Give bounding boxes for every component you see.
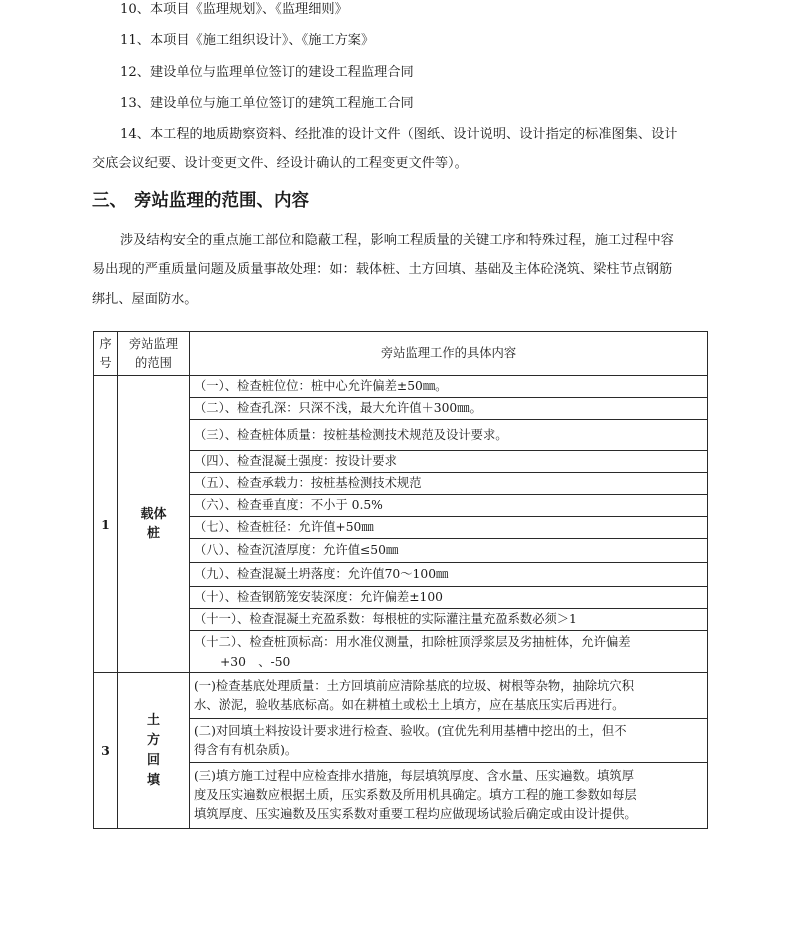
header-content: 旁站监理工作的具体内容 <box>190 332 708 376</box>
pile-item-11: （十一）、检查混凝土充盈系数：每根桩的实际灌注量充盈系数必须＞1 <box>190 609 708 631</box>
intro-line-2: 易出现的严重质量问题及质量事故处理：如：载体桩、土方回填、基础及主体砼浇筑、梁柱节点钢筋 <box>92 262 673 277</box>
pile-item-7: （七）、检查桩径：允许值+50㎜ <box>190 517 708 539</box>
group-no-3: 3 <box>94 673 118 829</box>
table-row <box>94 376 708 398</box>
fill-item-2-line1: (二)对回填土料按设计要求进行检查、验收。(宜优先利用基槽中挖出的土，但不 <box>194 723 627 738</box>
fill-item-1-line2: 水、淤泥，验收基底标高。如在耕植土或松土上填方，应在基底压实后再进行。 <box>194 697 625 712</box>
section-number: 三、 <box>92 191 127 211</box>
pile-item-8: （八）、检查沉渣厚度：允许值≤50㎜ <box>190 539 708 563</box>
header-no-line2: 号 <box>99 355 112 370</box>
fill-item-1 <box>190 673 708 719</box>
header-scope-line1: 旁站监理 <box>128 336 179 351</box>
section-title: 旁站监理的范围、内容 <box>134 191 309 211</box>
list-item-14-continued: 交底会议纪要、设计变更文件、经设计确认的工程变更文件等）。 <box>92 156 468 171</box>
table-row <box>94 673 708 719</box>
pile-item-3: （三）、检查桩体质量：按桩基检测技术规范及设计要求。 <box>190 420 708 451</box>
group-scope-1-line2: 桩 <box>146 526 160 541</box>
fill-item-3-line3: 填筑厚度、压实遍数及压实系数对重要工程均应做现场试验后确定或由设计提供。 <box>194 807 637 821</box>
group-scope-3-char2: 方 <box>146 732 160 748</box>
section-heading <box>92 187 309 212</box>
group-scope-3-char1: 土 <box>146 712 160 728</box>
fill-item-3-line2: 度及压实遍数应根据土质，压实系数及所用机具确定。填方工程的施工参数如每层 <box>194 788 637 802</box>
fill-item-3 <box>190 763 708 829</box>
pile-item-9: （九）、检查混凝土坍落度：允许值70～100㎜ <box>190 563 708 587</box>
list-item-10: 10、本项目《监理规划》、《监理细则》 <box>120 2 348 17</box>
intro-line-1: 涉及结构安全的重点施工部位和隐蔽工程，影响工程质量的关键工序和特殊过程，施工过程中容 <box>120 233 674 248</box>
group-scope-3-char4: 填 <box>146 772 160 788</box>
list-item-11: 11、本项目《施工组织设计》、《施工方案》 <box>120 33 375 48</box>
pile-item-10: （十）、检查钢筋笼安装深度：允许偏差±100 <box>190 587 708 609</box>
fill-item-2-line2: 得含有有机杂质)。 <box>194 742 298 757</box>
list-item-12: 12、建设单位与监理单位签订的建设工程监理合同 <box>120 65 414 80</box>
header-scope <box>118 332 190 376</box>
group-scope-3 <box>118 673 190 829</box>
intro-line-3: 绑扎、屋面防水。 <box>92 292 198 307</box>
group-scope-3-char3: 回 <box>146 752 160 768</box>
pile-item-1: （一）、检查桩位位：桩中心允许偏差±50㎜。 <box>190 376 708 398</box>
pile-item-12 <box>190 631 708 673</box>
table-header-row <box>94 332 708 376</box>
pile-item-4: （四）、检查混凝土强度：按设计要求 <box>190 451 708 473</box>
header-scope-line2: 的范围 <box>135 355 172 370</box>
pile-item-6: （六）、检查垂直度：不小于 0.5% <box>190 495 708 517</box>
group-scope-1 <box>118 376 190 673</box>
pile-item-12-line2: +30 、-50 <box>220 654 291 669</box>
header-no-line1: 序 <box>99 336 112 351</box>
fill-item-1-line1: (一)检查基底处理质量：土方回填前应清除基底的垃圾、树根等杂物，抽除坑穴积 <box>194 678 634 693</box>
list-item-13: 13、建设单位与施工单位签订的建筑工程施工合同 <box>120 96 414 111</box>
fill-item-2 <box>190 719 708 763</box>
pile-item-5: （五）、检查承载力：按桩基检测技术规范 <box>190 473 708 495</box>
header-no <box>94 332 118 376</box>
supervision-table <box>93 331 708 829</box>
pile-item-12-line1: （十二）、检查桩顶标高：用水准仪测量，扣除桩顶浮浆层及劣抽桩体，允许偏差 <box>194 634 631 649</box>
fill-item-3-line1: (三)填方施工过程中应检查排水措施，每层填筑厚度、含水量、压实遍数。填筑厚 <box>194 769 634 783</box>
list-item-14: 14、本工程的地质勘察资料、经批准的设计文件（图纸、设计说明、设计指定的标准图集、设计 <box>120 127 678 142</box>
group-no-1: 1 <box>94 376 118 673</box>
pile-item-2: （二）、检查孔深：只深不浅，最大允许值＋300㎜。 <box>190 398 708 420</box>
group-scope-1-line1: 载体 <box>140 507 167 522</box>
